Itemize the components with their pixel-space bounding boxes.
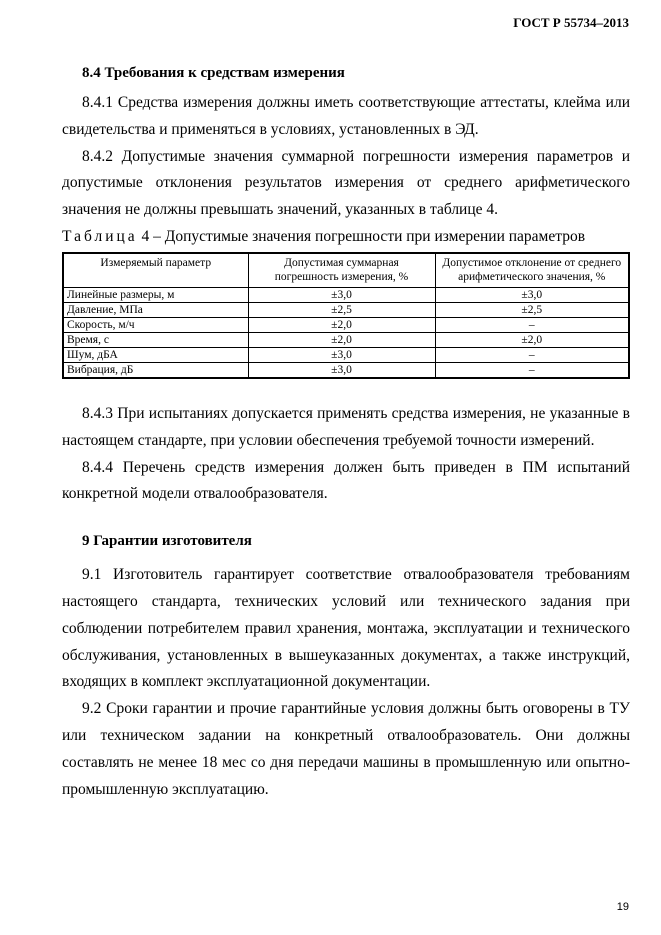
table-caption-word: Таблица xyxy=(62,227,138,245)
table-cell: ±2,5 xyxy=(435,302,629,317)
spacer xyxy=(62,379,630,401)
table-header-cell: Измеряемый параметр xyxy=(63,253,248,288)
table-cell: – xyxy=(435,362,629,378)
table-cell: Вибрация, дБ xyxy=(63,362,248,378)
page-content xyxy=(62,62,630,803)
table-cell: ±2,0 xyxy=(248,317,435,332)
table-row xyxy=(63,362,629,378)
section-9-title: 9 Гарантии изготовителя xyxy=(82,533,252,550)
table-cell: Линейные размеры, м xyxy=(63,287,248,302)
spacer xyxy=(62,508,630,530)
table-cell: ±2,5 xyxy=(248,302,435,317)
section-8-4-body xyxy=(62,90,630,224)
standard-header: ГОСТ Р 55734–2013 xyxy=(513,15,629,30)
table-cell: Давление, МПа xyxy=(63,302,248,317)
table-cell: ±3,0 xyxy=(248,287,435,302)
table-caption-text: 4 – Допустимые значения погрешности при измерении параметров xyxy=(137,227,586,245)
table-cell: ±2,0 xyxy=(435,332,629,347)
table-header-cell: Допустимое отклонение от среднего арифметического значения, % xyxy=(435,253,629,288)
table-header-row xyxy=(63,253,629,288)
paragraph-9-1: 9.1 Изготовитель гарантирует соответствие отвалообразователя требованиям настоящего стандарта, технических условий или технического задания при соблюдении потребителем правил хранения, монтажа, эксплуатации и технического обслуживания, установленных в вышеуказанных документах, а также инструкций, входящих в комплект эксплуатационной документации. xyxy=(62,566,630,691)
paragraph-8-4-4: 8.4.4 Перечень средств измерения должен быть приведен в ПМ испытаний конкретной модели отвалообразователя. xyxy=(62,458,630,503)
table-cell: ±3,0 xyxy=(435,287,629,302)
paragraph-8-4-2: 8.4.2 Допустимые значения суммарной погрешности измерения параметров и допустимые отклонения результатов измерения от среднего арифметического значения не должны превышать значений, указанных в таблице 4. xyxy=(62,147,630,219)
paragraph-9-2: 9.2 Сроки гарантии и прочие гарантийные условия должны быть оговорены в ТУ или техническом задании на конкретный отвалообразователь. Они должны составлять не менее 18 мес со дня передачи машины в промышленную или опытно-промышленную эксплуатацию. xyxy=(62,700,630,798)
table-header-cell: Допустимая суммарная погрешность измерения, % xyxy=(248,253,435,288)
table-row xyxy=(63,347,629,362)
table-cell: Время, с xyxy=(63,332,248,347)
table-row xyxy=(63,287,629,302)
section-9-body xyxy=(62,562,630,803)
paragraph-8-4-3: 8.4.3 При испытаниях допускается применять средства измерения, не указанные в настоящем стандарте, при условии обеспечения требуемой точности измерений. xyxy=(62,404,630,449)
table-cell: – xyxy=(435,347,629,362)
table-cell: ±3,0 xyxy=(248,362,435,378)
section-8-4-title: 8.4 Требования к средствам измерения xyxy=(82,65,345,81)
table-4 xyxy=(62,252,630,379)
table-cell: Скорость, м/ч xyxy=(63,317,248,332)
table-row xyxy=(63,332,629,347)
page-number: 19 xyxy=(616,901,629,913)
table-row xyxy=(63,302,629,317)
table-4-caption xyxy=(62,226,630,248)
paragraph-8-4-1: 8.4.1 Средства измерения должны иметь соответствующие аттестаты, клейма или свидетельства и применяться в условиях, установленных в ЭД. xyxy=(62,94,630,138)
table-cell: Шум, дБА xyxy=(63,347,248,362)
table-cell: – xyxy=(435,317,629,332)
table-cell: ±3,0 xyxy=(248,347,435,362)
table-cell: ±2,0 xyxy=(248,332,435,347)
table-row xyxy=(63,317,629,332)
